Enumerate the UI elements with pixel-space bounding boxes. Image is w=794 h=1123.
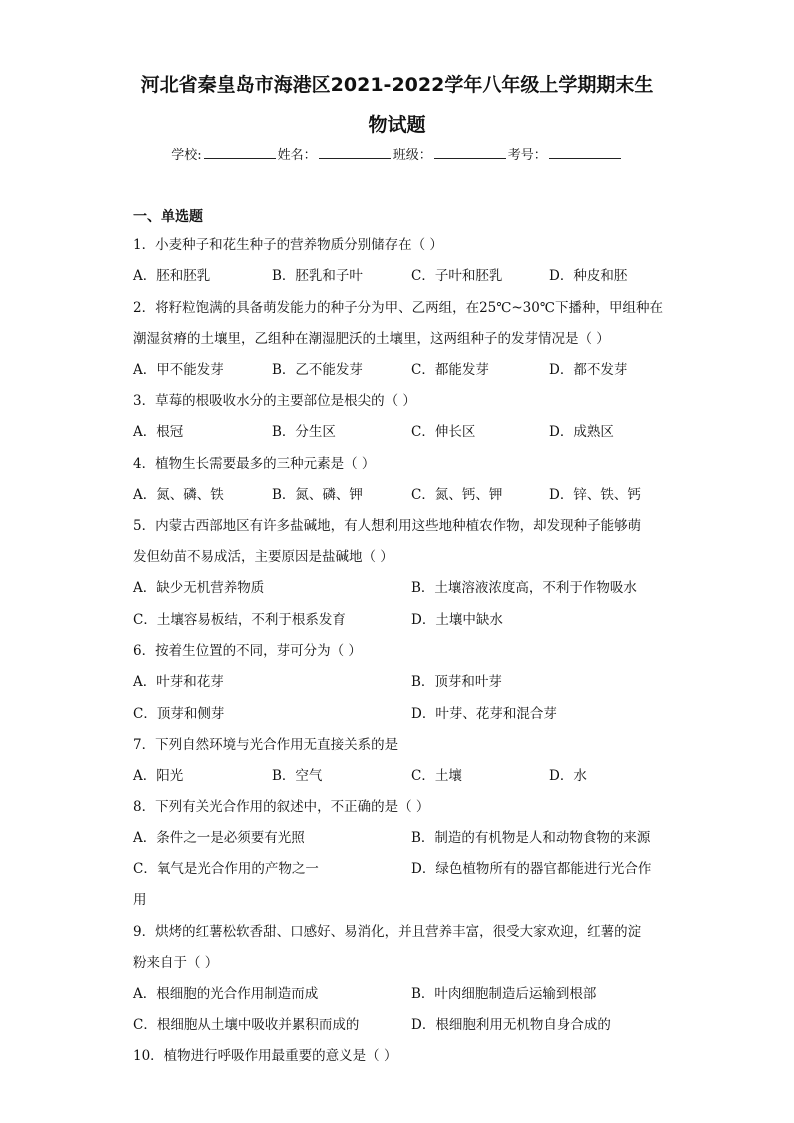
page-title-line1: 河北省秦皇岛市海港区2021-2022学年八年级上学期期末生: [140, 74, 654, 96]
question-2-option-c: C．都能发芽: [411, 362, 489, 378]
question-2-stem-line1: 2．将籽粒饱满的具备萌发能力的种子分为甲、乙两组，在25℃~30℃下播种，甲组种在: [133, 300, 663, 316]
question-6-option-b: B．顶芽和叶芽: [411, 674, 502, 690]
question-4-option-b: B．氮、磷、钾: [272, 487, 363, 503]
question-4-option-a: A．氮、磷、铁: [133, 487, 224, 503]
question-5-option-c: C．土壤容易板结，不利于根系发育: [133, 612, 346, 628]
question-2-option-b: B．乙不能发芽: [272, 362, 363, 378]
question-9-option-c: C．根细胞从土壤中吸收并累积而成的: [133, 1017, 360, 1033]
question-10-stem: 10．植物进行呼吸作用最重要的意义是（ ）: [133, 1048, 398, 1064]
question-2-stem-line2: 潮湿贫瘠的土壤里，乙组种在潮湿肥沃的土壤里，这两组种子的发芽情况是（ ）: [133, 331, 610, 347]
question-1-option-a: A．胚和胚乳: [133, 268, 211, 284]
exam-no-label: 考号：: [507, 148, 547, 163]
school-label: 学校:: [171, 148, 202, 163]
exam-no-blank[interactable]: [549, 146, 621, 159]
class-blank[interactable]: [434, 146, 506, 159]
question-7-option-c: C．土壤: [411, 768, 462, 784]
page-title-line2: 物试题: [368, 114, 426, 136]
school-blank[interactable]: [204, 146, 276, 159]
question-8-option-d-continued: 用: [133, 892, 147, 908]
question-8-option-d: D．绿色植物所有的器官都能进行光合作: [411, 861, 652, 877]
class-label: 班级：: [392, 148, 432, 163]
question-5-stem-line2: 发但幼苗不易成活，主要原因是盐碱地（ ）: [133, 549, 394, 565]
question-9-stem-line1: 9．烘烤的红薯松软香甜、口感好、易消化，并且营养丰富，很受大家欢迎，红薯的淀: [133, 924, 642, 940]
question-3-option-d: D．成熟区: [549, 424, 614, 440]
question-9-option-d: D．根细胞利用无机物自身合成的: [411, 1017, 611, 1033]
name-label: 姓名：: [277, 148, 317, 163]
question-9-option-b: B．叶肉细胞制造后运输到根部: [411, 986, 597, 1002]
question-5-option-d: D．土壤中缺水: [411, 612, 503, 628]
question-4-option-c: C．氮、钙、钾: [411, 487, 503, 503]
question-8-option-a: A．条件之一是必须要有光照: [133, 830, 305, 846]
question-5-stem-line1: 5．内蒙古西部地区有许多盐碱地，有人想利用这些地种植农作物，却发现种子能够萌: [133, 518, 642, 534]
question-1-stem: 1．小麦种子和花生种子的营养物质分别储存在（ ）: [133, 237, 443, 253]
question-1-option-c: C．子叶和胚乳: [411, 268, 503, 284]
question-7-option-d: D．水: [549, 768, 587, 784]
question-8-stem: 8．下列有关光合作用的叙述中，不正确的是（ ）: [133, 799, 430, 815]
question-7-stem: 7．下列自然环境与光合作用无直接关系的是: [133, 737, 399, 753]
question-4-option-d: D．锌、铁、钙: [549, 487, 641, 503]
question-7-option-b: B．空气: [272, 768, 323, 784]
question-2-option-a: A．甲不能发芽: [133, 362, 224, 378]
question-6-stem: 6．按着生位置的不同，芽可分为（ ）: [133, 643, 362, 659]
question-1-option-b: B．胚乳和子叶: [272, 268, 363, 284]
question-6-option-a: A．叶芽和花芽: [133, 674, 224, 690]
student-info-row: [0, 144, 794, 163]
question-2-option-d: D．都不发芽: [549, 362, 628, 378]
question-8-option-b: B．制造的有机物是人和动物食物的来源: [411, 830, 651, 846]
question-8-option-c: C．氧气是光合作用的产物之一: [133, 861, 319, 877]
question-6-option-d: D．叶芽、花芽和混合芽: [411, 706, 557, 722]
question-6-option-c: C．顶芽和侧芽: [133, 706, 225, 722]
question-9-stem-line2: 粉来自于（ ）: [133, 955, 219, 971]
question-1-option-d: D．种皮和胚: [549, 268, 628, 284]
question-9-option-a: A．根细胞的光合作用制造而成: [133, 986, 319, 1002]
name-blank[interactable]: [319, 146, 391, 159]
question-7-option-a: A．阳光: [133, 768, 184, 784]
question-3-option-b: B．分生区: [272, 424, 336, 440]
section-title: 一、单选题: [133, 209, 203, 225]
question-3-option-c: C．伸长区: [411, 424, 476, 440]
question-3-stem: 3．草莓的根吸收水分的主要部位是根尖的（ ）: [133, 393, 416, 409]
question-5-option-a: A．缺少无机营养物质: [133, 580, 265, 596]
question-3-option-a: A．根冠: [133, 424, 184, 440]
question-5-option-b: B．土壤溶液浓度高，不利于作物吸水: [411, 580, 637, 596]
question-4-stem: 4．植物生长需要最多的三种元素是（ ）: [133, 456, 376, 472]
